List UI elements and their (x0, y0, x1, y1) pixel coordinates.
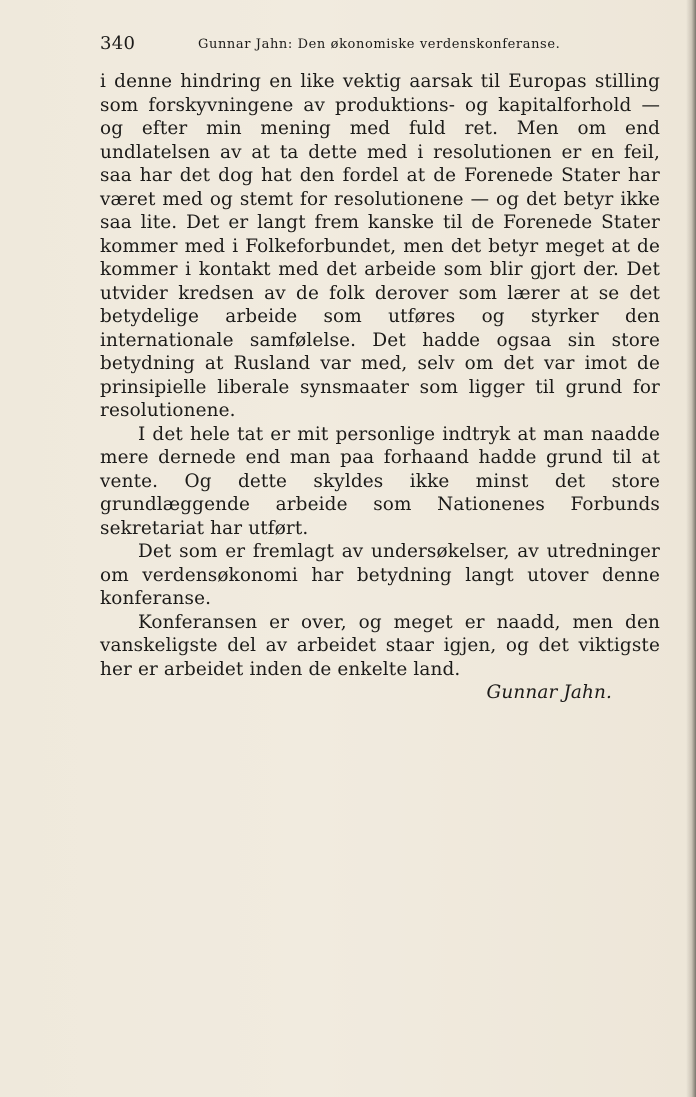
paragraph-continued: i denne hindring en like vektig aarsak til Europas stilling som forskyvningene av produktions- og kapitalforhold — og efter min mening med fuld ret. Men om end undlatelsen av at ta dette med i resolutionen er en feil, saa har det dog hat den fordel at de Forenede Stater har været med og stemt for resolutionene — og det betyr ikke saa lite. Det er langt frem kanske til de Forenede Stater kommer med i Folkeforbundet, men det betyr meget at de kommer i kontakt med det arbeide som blir gjort der. Det utvider kredsen av de folk derover som lærer at se det betydelige arbeide som utføres og styrker den internationale samfølelse. Det hadde ogsaa sin store betydning at Rusland var med, selv om det var imot de prinsipielle liberale synsmaater som ligger til grund for resolutionene. (100, 71, 660, 421)
running-head (100, 33, 660, 55)
author-signature: Gunnar Jahn. (486, 682, 612, 703)
paragraph: Konferansen er over, og meget er naadd, men den vanskeligste del av arbeidet staar igjen, og det viktigste her er arbeidet inden de enkelte land. (100, 611, 660, 680)
article-text (100, 70, 660, 705)
running-title: Gunnar Jahn: Den økonomiske verdenskonferanse. (198, 37, 561, 52)
paragraph: I det hele tat er mit personlige indtryk at man naadde mere dernede end man paa forhaand hadde grund til at vente. Og dette skyldes ikke minst det store grundlæggende arbeide som Nationenes Forbunds sekretariat har utført. (100, 423, 660, 539)
page-edge-shadow (686, 0, 696, 1097)
paragraph: Det som er fremlagt av undersøkelser, av utredninger om verdensøkonomi har betydning langt utover denne konferanse. (100, 541, 660, 609)
page-number: 340 (100, 33, 136, 54)
